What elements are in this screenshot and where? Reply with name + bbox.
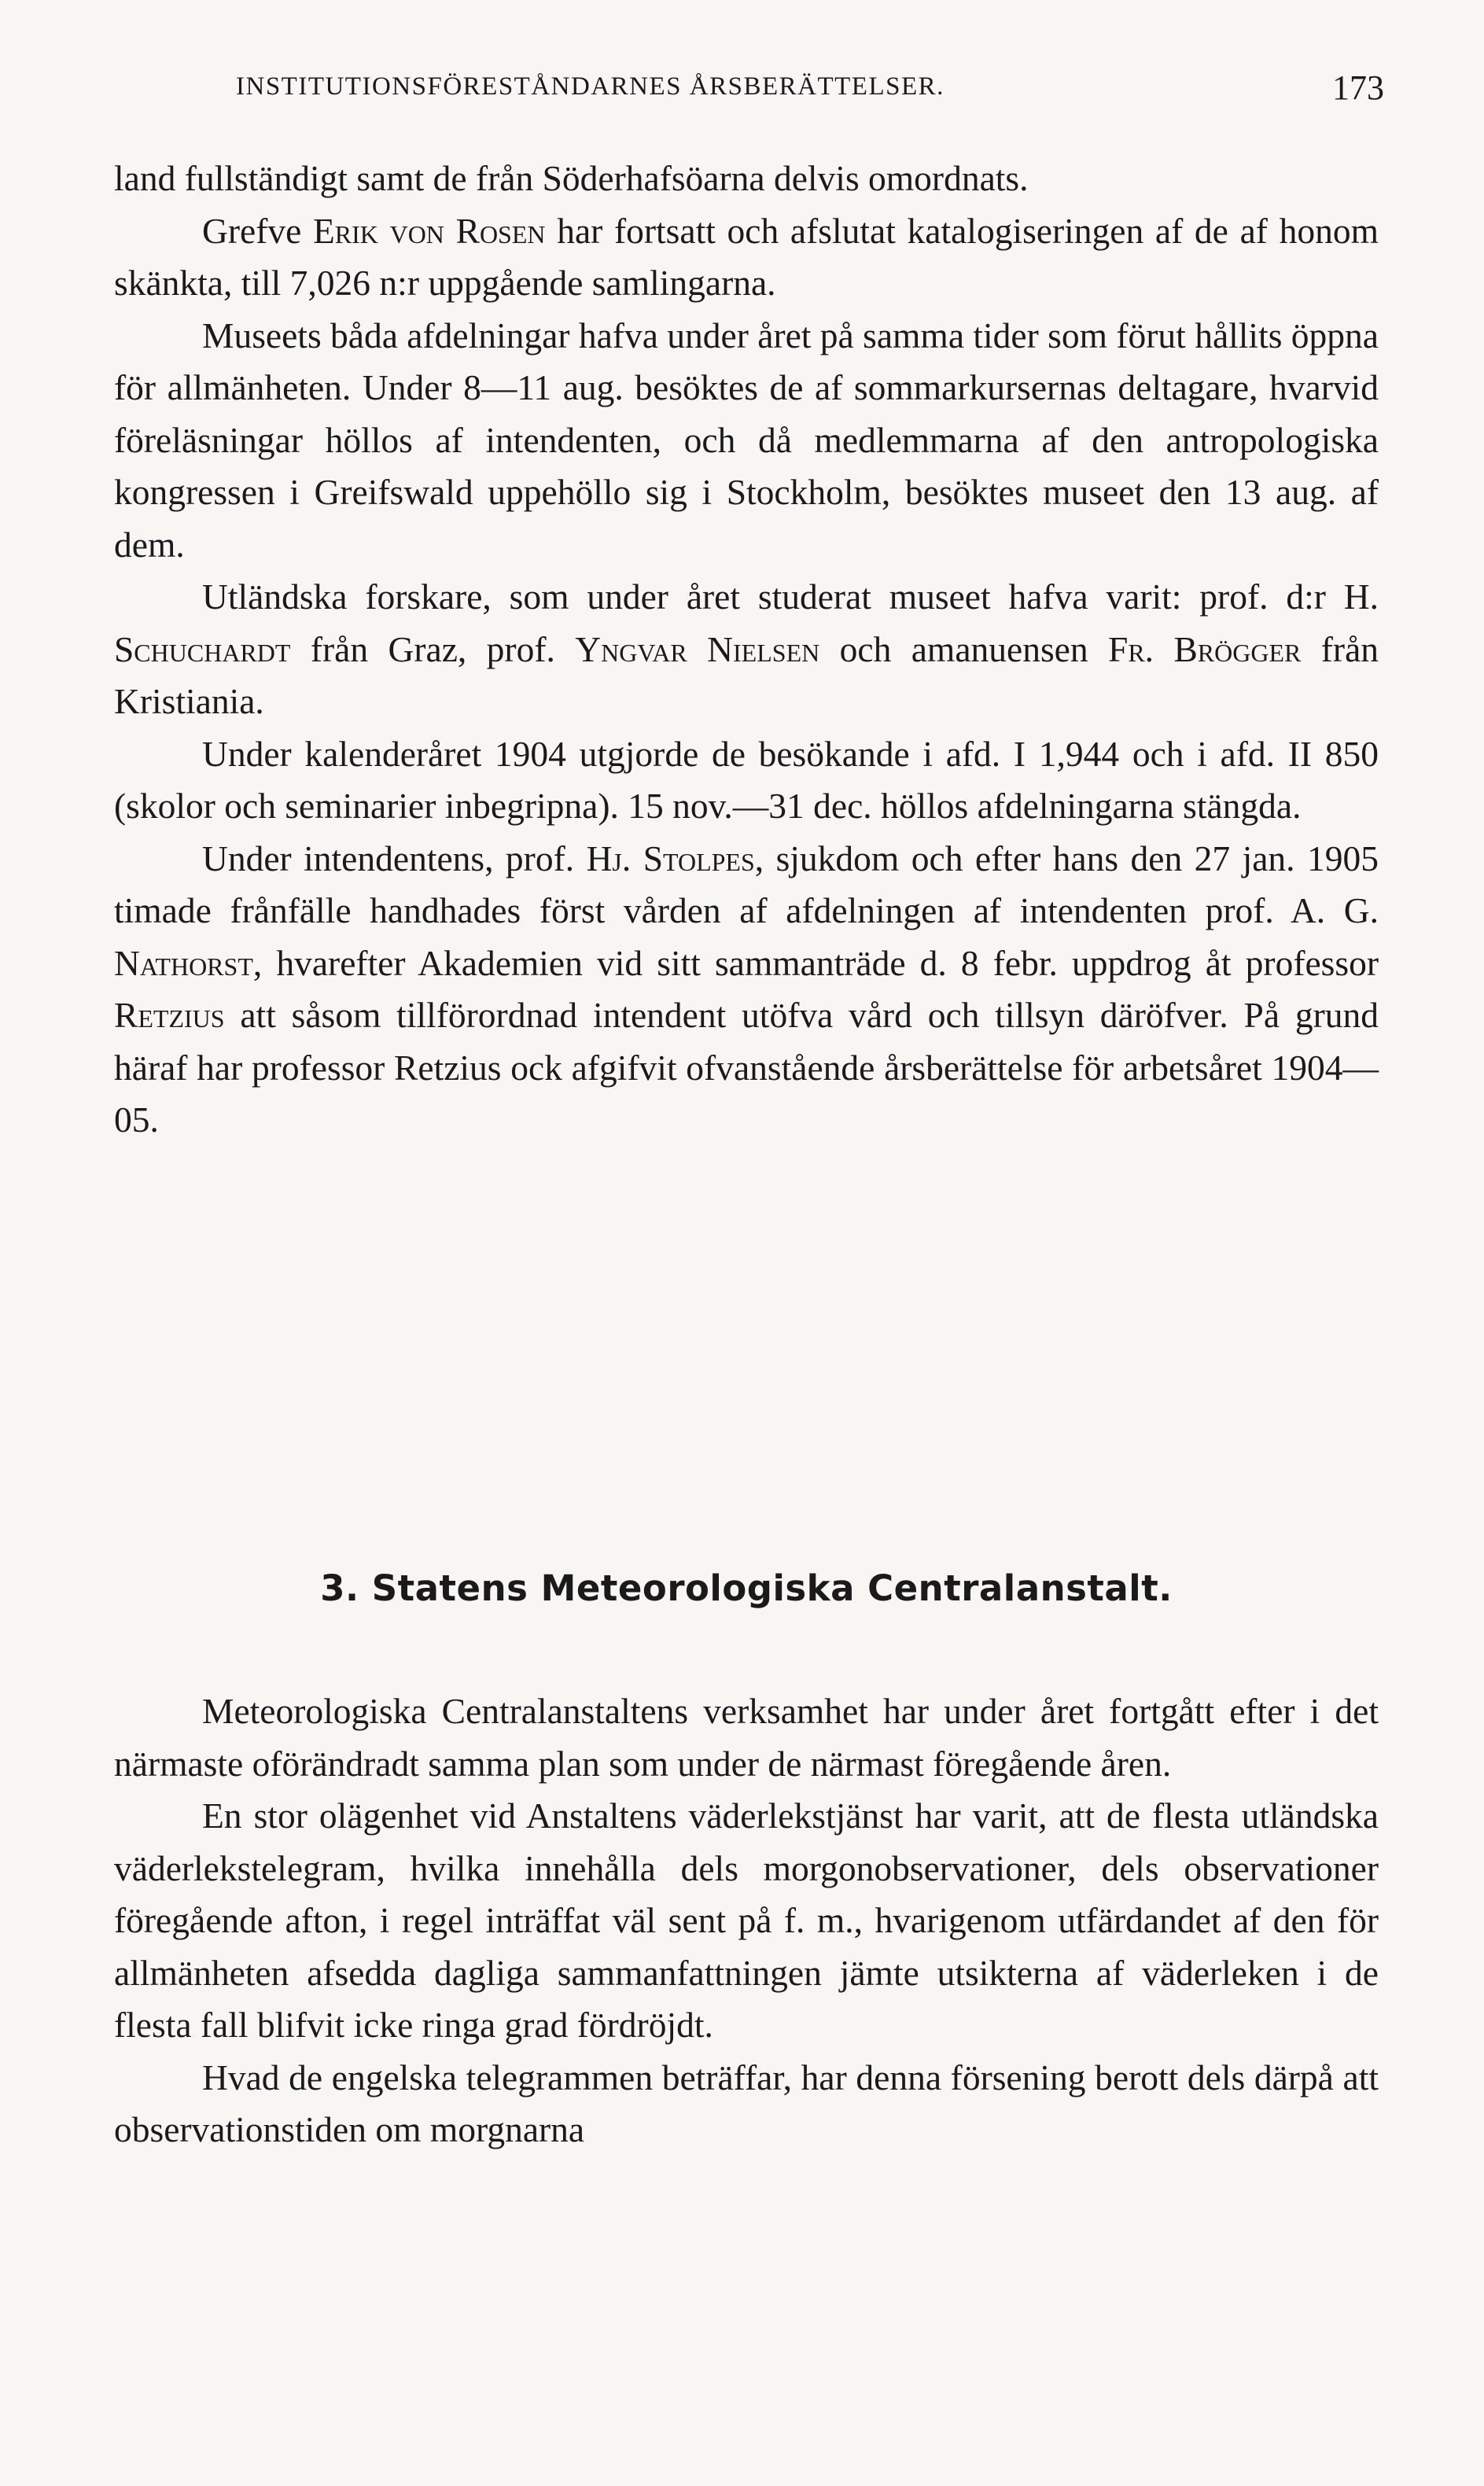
paragraph — [114, 153, 1379, 205]
paragraph: En stor olägenhet vid Anstaltens väderlekstjänst har varit, att de flesta utländska väderlekstelegram, hvilka innehålla dels morgonobservationer, dels observationer föregående afton, i regel inträffat väl sent på f. m., hvarigenom utfärdandet af den för allmänheten afsedda dagliga sammanfattningen jämte utsikterna af väderleken i de flesta fall blifvit icke ringa grad fördröjdt. — [114, 1795, 1379, 2045]
running-head — [236, 68, 1384, 120]
person-name: Schuchardt — [114, 628, 291, 669]
paragraph-text: har fortsatt och afslutat katalogiseringen af de af honom skänkta, till 7,026 n:r uppgående samlingarna. — [114, 210, 1379, 303]
paragraph: Hvad de engelska telegrammen beträffar, har denna försening berott dels därpå att observationstiden om morgnarna — [114, 2057, 1379, 2149]
paragraph-text: och amanuensen — [819, 628, 1109, 669]
paragraph — [114, 205, 1379, 310]
section-heading: 3. Statens Meteorologiska Centralanstalt. — [320, 1567, 1173, 1609]
person-name: Fr. Brögger — [1108, 628, 1302, 669]
paragraph-text: Under kalenderåret 1904 utgjorde de besökande i afd. I 1,944 och i afd. II 850 (skolor och seminarier inbegripna). 15 nov.—31 dec. höllos afdelningarna stängda. — [114, 733, 1379, 826]
paragraph — [114, 728, 1379, 833]
running-title: INSTITUTIONSFÖRESTÅNDARNES ÅRSBERÄTTELSER. — [236, 72, 945, 101]
person-name: Yngvar Nielsen — [575, 628, 820, 669]
paragraph-text: land fullständigt samt de från Söderhafsöarna delvis omordnats. — [114, 158, 1029, 198]
paragraph-text: , sjukdom och efter hans den 27 jan. 1905 timade frånfälle handhades först vården af afdelningen af intendenten prof. A. G. — [114, 838, 1379, 930]
person-name: Erik von Rosen — [313, 210, 546, 251]
person-name: Hj. Stolpes — [586, 838, 755, 878]
paragraph-text: Under intendentens, prof. — [202, 838, 587, 878]
paragraph-text: Utländska forskare, som under året studerat museet hafva varit: prof. d:r H. — [202, 576, 1379, 617]
paragraph-text: att såsom tillförordnad intendent utöfva vård och tillsyn däröfver. På grund häraf har professor Retzius ock afgifvit ofvanstående årsberättelse för arbetsåret 1904—05. — [114, 995, 1379, 1140]
person-name: Nathorst — [114, 942, 253, 983]
body-text-bottom — [114, 1685, 1379, 2156]
paragraph — [114, 571, 1379, 728]
paragraph — [114, 310, 1379, 572]
page-number: 173 — [1332, 68, 1384, 107]
paragraph-text: från Graz, prof. — [290, 628, 576, 669]
body-text-top — [114, 153, 1379, 1147]
paragraph — [114, 833, 1379, 1147]
paragraph-text: från Kristiania. — [114, 628, 1379, 721]
paragraph: Meteorologiska Centralanstaltens verksamhet har under året fortgått efter i det närmaste oförändradt samma plan som under de närmast föregående åren. — [114, 1691, 1379, 1784]
person-name: Retzius — [114, 995, 225, 1035]
paragraph-text: Grefve — [202, 210, 313, 251]
paragraph-text: Museets båda afdelningar hafva under året på samma tider som förut hållits öppna för allmänheten. Under 8—11 aug. besöktes de af sommarkursernas deltagare, hvarvid föreläsningar höllos af intendenten, och då medlemmarna af den antropologiska kongressen i Greifswald uppehöllo sig i Stockholm, besöktes museet den 13 aug. af dem. — [114, 315, 1379, 565]
paragraph-text: , hvarefter Akademien vid sitt sammanträde d. 8 febr. uppdrog åt professor — [252, 942, 1379, 983]
